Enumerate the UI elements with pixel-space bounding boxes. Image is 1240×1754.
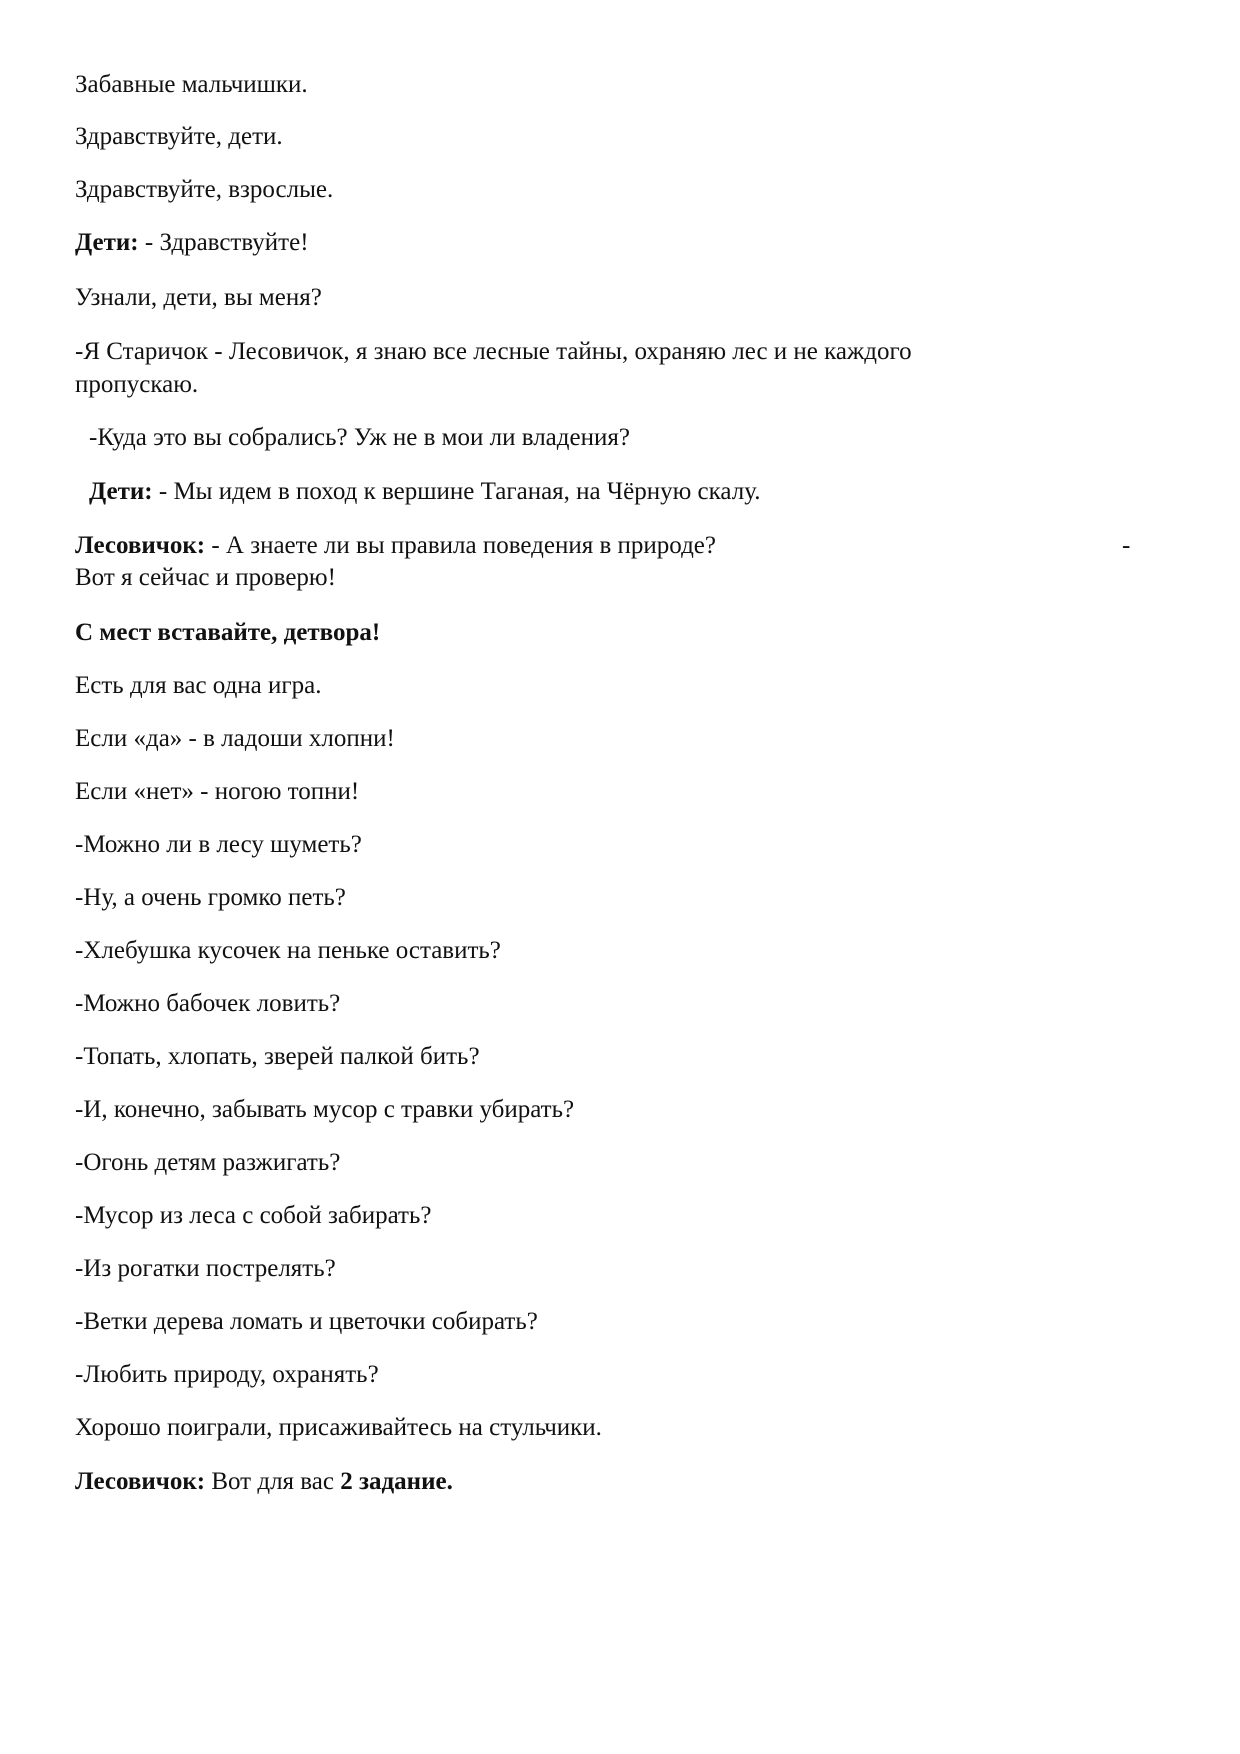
game-line: -Можно ли в лесу шуметь? bbox=[75, 831, 362, 858]
text-line: Здравствуйте, дети. bbox=[75, 123, 283, 150]
text-line: -Я Старичок - Лесовичок, я знаю все лесные тайны, охраняю лес и не каждого bbox=[75, 338, 912, 365]
dialogue-line bbox=[75, 531, 716, 561]
game-line: Если «да» - в ладоши хлопни! bbox=[75, 725, 395, 752]
game-line: -Ну, а очень громко петь? bbox=[75, 884, 346, 911]
trailing-dash: - bbox=[1122, 532, 1131, 559]
speech-text: - А знаете ли вы правила поведения в природе? bbox=[205, 532, 716, 559]
text-line: Забавные мальчишки. bbox=[75, 71, 308, 98]
text-line: Здравствуйте, взрослые. bbox=[75, 176, 334, 203]
document-page bbox=[75, 0, 1175, 1754]
game-line: Если «нет» - ногою топни! bbox=[75, 778, 360, 805]
text-line: -Куда это вы собрались? Уж не в мои ли владения? bbox=[89, 424, 630, 451]
speaker-label: Лесовичок: bbox=[75, 1468, 206, 1495]
heading-line: С мест вставайте, детвора! bbox=[75, 619, 381, 646]
speech-text: Вот для вас bbox=[205, 1468, 341, 1495]
task-label: 2 задание. bbox=[340, 1468, 453, 1495]
game-line: Есть для вас одна игра. bbox=[75, 672, 322, 699]
game-line: -Ветки дерева ломать и цветочки собирать? bbox=[75, 1308, 538, 1335]
speaker-label: Дети: bbox=[75, 229, 139, 256]
game-line: Хорошо поиграли, присаживайтесь на стульчики. bbox=[75, 1414, 602, 1441]
game-line: -Хлебушка кусочек на пеньке оставить? bbox=[75, 937, 501, 964]
game-line: -Мусор из леса с собой забирать? bbox=[75, 1202, 432, 1229]
game-line: -Топать, хлопать, зверей палкой бить? bbox=[75, 1043, 480, 1070]
game-line: -Можно бабочек ловить? bbox=[75, 990, 341, 1017]
game-line: -Любить природу, охранять? bbox=[75, 1361, 379, 1388]
text-line: Вот я сейчас и проверю! bbox=[75, 564, 336, 591]
dialogue-line bbox=[75, 228, 309, 258]
game-line: -И, конечно, забывать мусор с травки убирать? bbox=[75, 1096, 575, 1123]
speech-text: - Мы идем в поход к вершине Таганая, на Чёрную скалу. bbox=[152, 478, 761, 505]
text-line: Узнали, дети, вы меня? bbox=[75, 284, 322, 311]
text-line: пропускаю. bbox=[75, 371, 199, 398]
game-line: -Огонь детям разжигать? bbox=[75, 1149, 341, 1176]
speech-text: - Здравствуйте! bbox=[138, 229, 309, 256]
speaker-label: Лесовичок: bbox=[75, 532, 206, 559]
speaker-label: Дети: bbox=[89, 478, 153, 505]
game-line: -Из рогатки пострелять? bbox=[75, 1255, 336, 1282]
dialogue-line bbox=[75, 1467, 453, 1497]
dialogue-line bbox=[89, 477, 760, 507]
